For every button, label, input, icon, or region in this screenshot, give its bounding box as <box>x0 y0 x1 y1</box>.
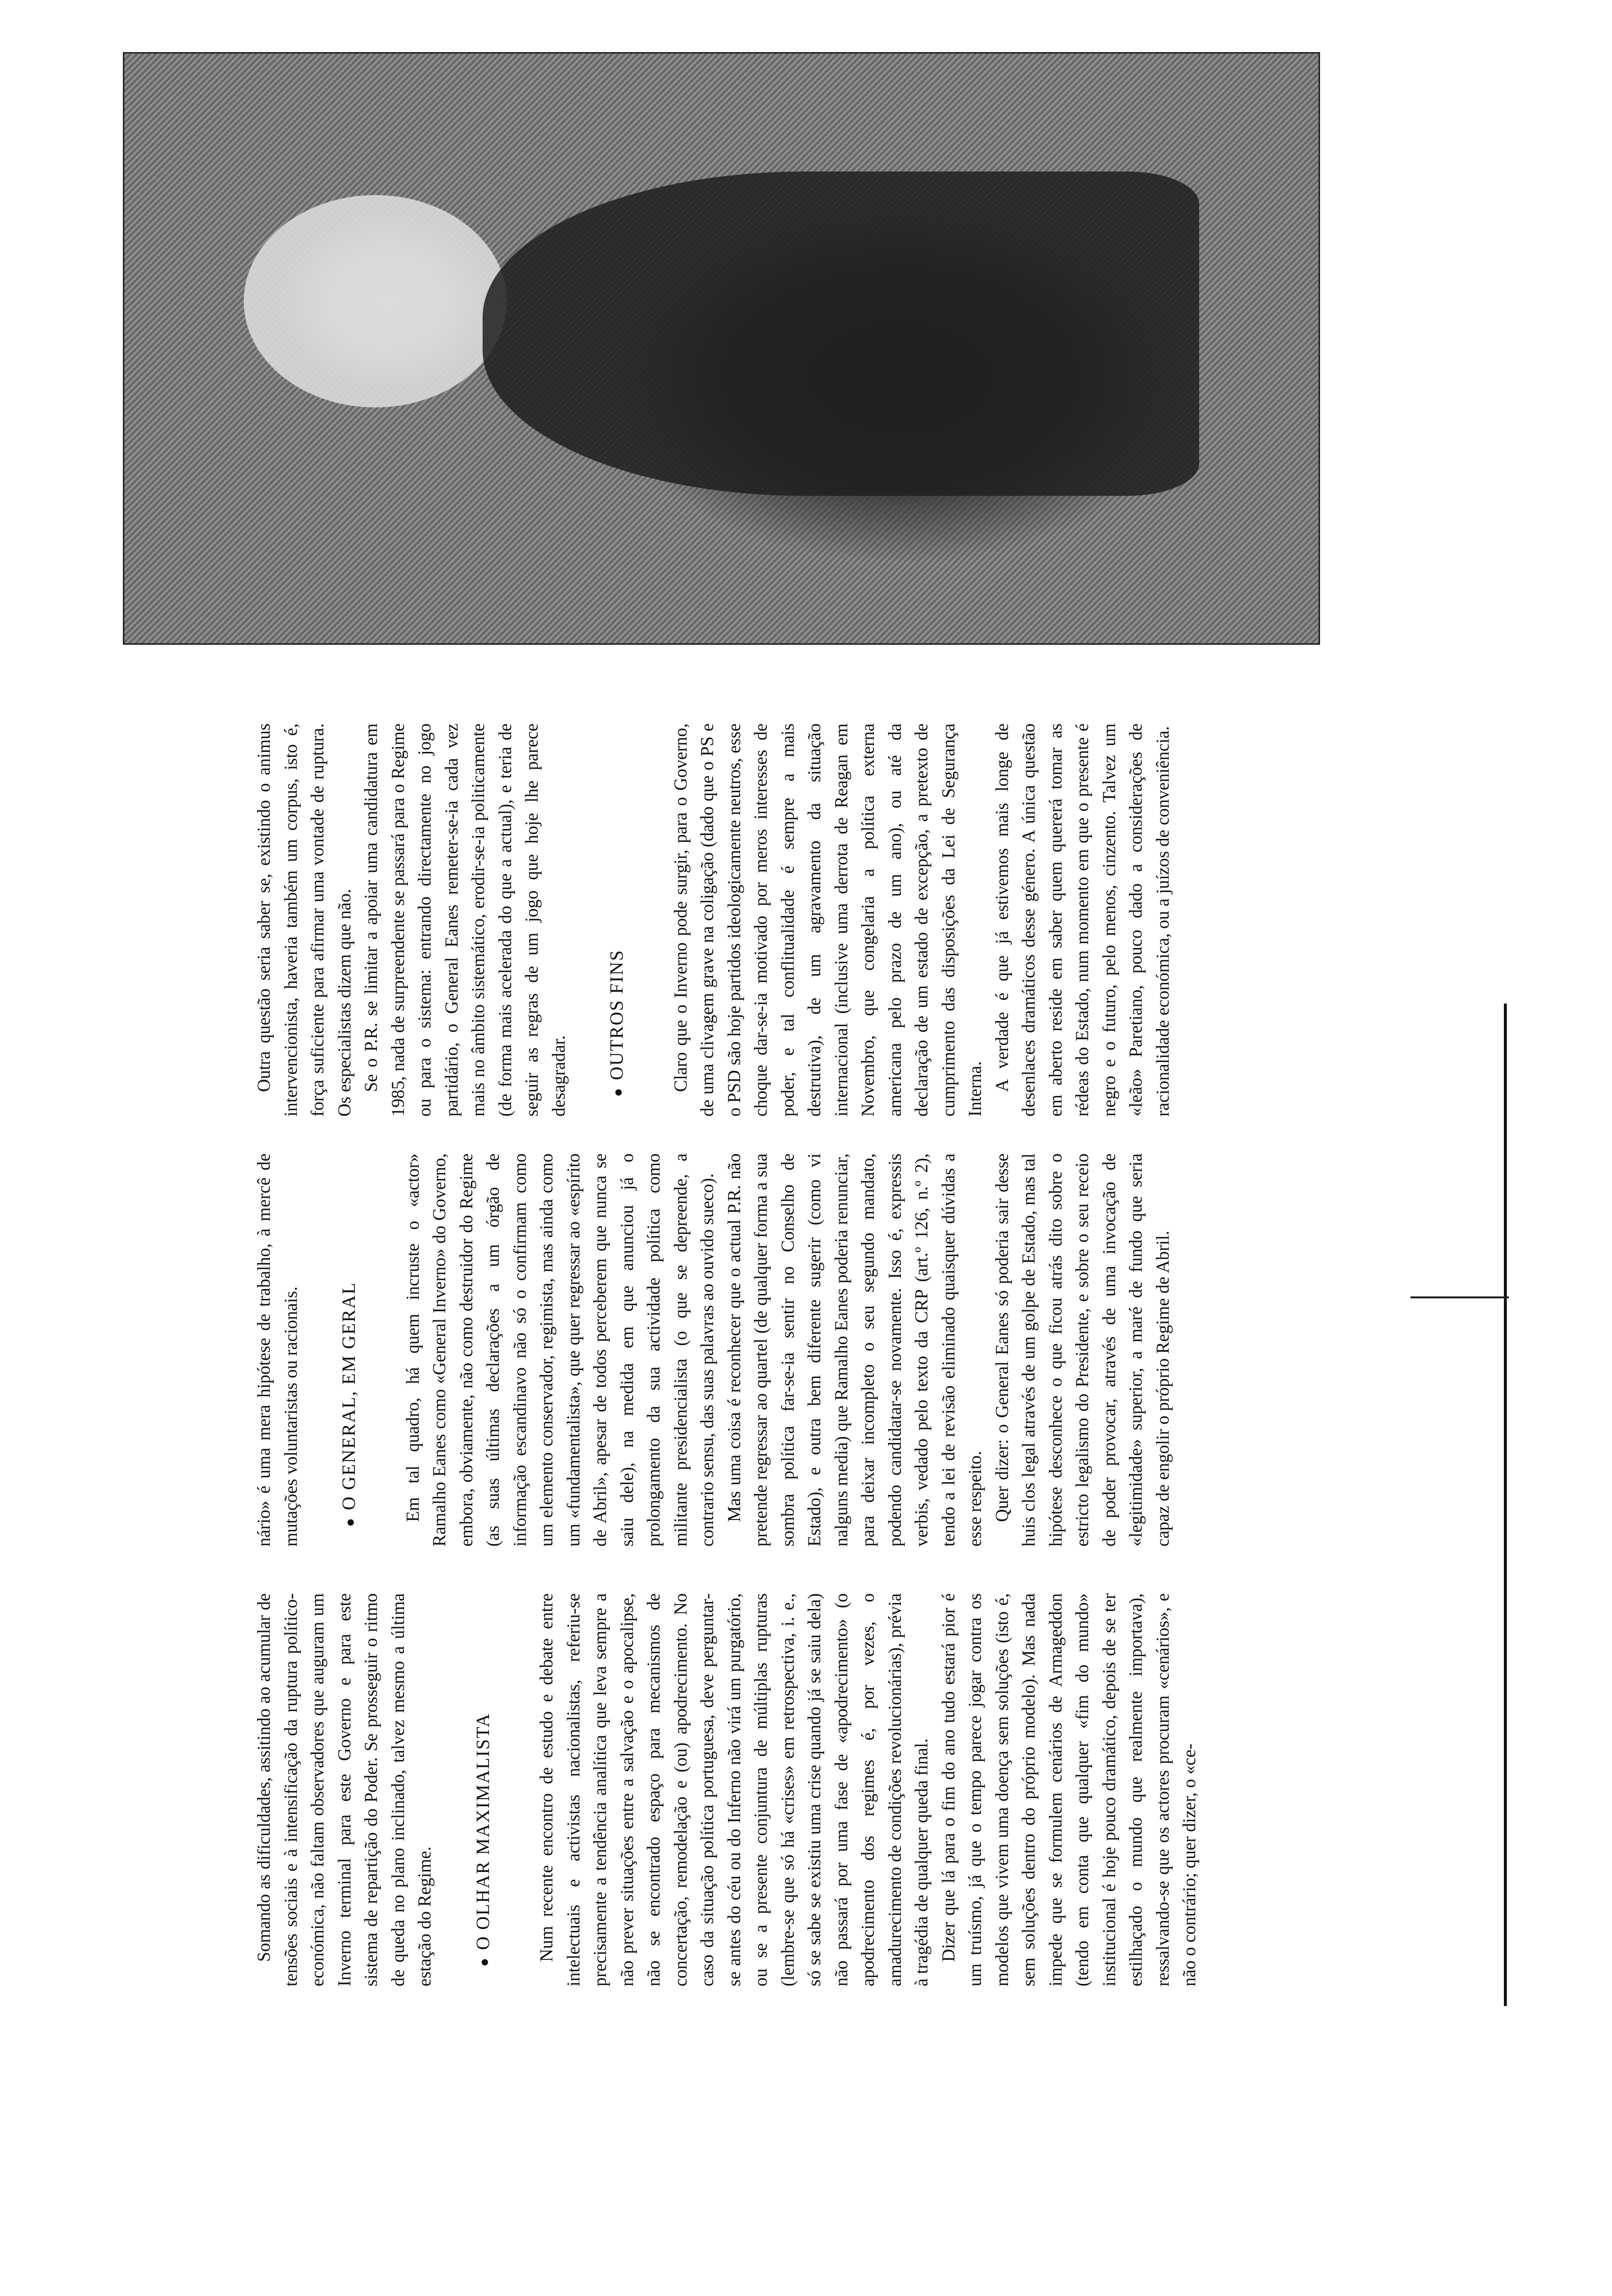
paragraph: Dizer que lá para o fim do ano tudo estará pior é um truísmo, já que o tempo parece jogar contra os modelos que vivem uma doença sem soluções (isto é, sem soluções dentro do próprio modelo). Mas nada impede que se formulem cenários de Armageddon (tendo em conta que qualquer «fim do mundo» institucional é hoje pouco dramático, depois de se ter estilhaçado o mundo que realmente importava), ressalvando-se que os actores procuram «cenários», e não o contrário; quer dizer, o «ce- <box>938 1593 1199 1986</box>
bullet-icon: ● <box>476 1956 492 1967</box>
article-column-1 <box>251 1593 1203 1986</box>
paragraph: Quer dizer: o General Eanes só poderia sair desse huis clos legal através de um golpe de Estado, mas tal hipótese desconhece o que ficou atrás dito sobre o estricto legalismo do Presidente, e sobre o seu receio de poder provocar, através de uma invocação de «legitimidade» superior, a maré de fundo que seria capaz de engolir o próprio Regime de Abril. <box>991 1153 1173 1547</box>
section-heading <box>470 1593 498 1986</box>
section-heading-text: O GENERAL, EM GERAL <box>339 1282 359 1510</box>
article-column-3 <box>251 723 1176 1117</box>
photo-spacer <box>1322 55 1337 645</box>
photo-figure-shape <box>483 172 1199 496</box>
paragraph: Num recente encontro de estudo e debate entre intelectuais e activistas nacionalistas, referiu-se precisamente a tendência analítica que leva sempre a não prever situações entre a salvação e o apocalipse, não se encontrado espaço para mecanismos de concertação, remodelação e (ou) apodrecimento. No caso da situação política portuguesa, deve perguntar-se antes do céu ou do Inferno não virá um purgatório, ou se a presente conjuntura de múltiplas rupturas (lembre-se que só há «crises» em retrospectiva, i. e., só se sabe se existiu uma crise quando já se saiu dela) não passará por uma fase de «apodrecimento» (o apodrecimento dos regimes é, por vezes, o amadurecimento de condições revolucionárias), prévia à tragédia de qualquer queda final. <box>536 1593 931 1986</box>
article-column-2 <box>251 1153 1176 1547</box>
photograph-portrait-icon <box>123 52 1320 645</box>
section-heading <box>336 1153 364 1547</box>
bullet-icon: ● <box>610 1087 626 1097</box>
column-divider <box>1410 1296 1509 1298</box>
paragraph: A verdade é que já estivemos mais longe de desenlaces dramáticos desse género. A única questão em aberto reside em saber quem quererá tomar as rédeas do Estado, num momento em que o presente é negro e o futuro, pelo menos, cinzento. Talvez um «leão» Paretiano, pouco dado a considerações de racionalidade económica, ou a juízos de conveniência. <box>991 723 1173 1117</box>
bullet-icon: ● <box>342 1517 358 1527</box>
paragraph: Se o P.R. se limitar a apoiar uma candidatura em 1985, nada de surpreendente se passará para o Regime ou para o sistema: entrando directamente no jogo partidário, o General Eanes remeter-se-ia cada vez mais no âmbito sistemático, erodir-se-ia politicamente (de forma mais acelerada do que a actual), e teria de seguir as regras de um jogo que hoje lhe parece desagradar. <box>361 723 569 1117</box>
paragraph: Mas uma coisa é reconhecer que o actual P.R. não pretende regressar ao quartel (de qualquer forma a sua sombra política far-se-ia sentir no Conselho de Estado), e outra bem diferente sugerir (como vi nalguns media) que Ramalho Eanes poderia renunciar, para deixar incompleto o seu segundo mandato, podendo candidatar-se novamente. Isso é, expressis verbis, vedado pelo texto da CRP (art.º 126, n.º 2), tendo a lei de revisão eliminado quaisquer dúvidas a esse respeito. <box>723 1153 985 1547</box>
section-heading-text: OUTROS FINS <box>606 949 627 1080</box>
paragraph: Outra questão seria saber se, existindo o animus intervencionista, haveria também um corpus, isto é, força suficiente para afirmar uma vontade de ruptura. Os especialistas dizem que não. <box>254 723 354 1117</box>
paragraph: Em tal quadro, há quem incruste o «actor» Ramalho Eanes como «General Inverno» do Governo, embora, obviamente, não como destruidor do Regime (as suas últimas declarações a um órgão de informação escandinavo não só o confirmam como um elemento conservador, regimista, mas ainda como um «fundamentalista», que quer regressar ao «espírito de Abril», apesar de todos perceberem que nunca se saiu dele), na medida em que anunciou já o prolongamento da sua actividade política como militante presidencialista (o que se depreende, a contrario sensu, das suas palavras ao ouvido sueco). <box>402 1153 717 1547</box>
paragraph: nário» é uma mera hipótese de trabalho, à mercê de mutações voluntaristas ou racionais. <box>254 1153 301 1547</box>
section-heading-text: O OLHAR MAXIMALISTA <box>472 1713 493 1950</box>
paragraph: Claro que o Inverno pode surgir, para o Governo, de uma clivagem grave na coligação (dado que o PS e o PSD são hoje partidos ideologicamente neutros, esse choque dar-se-ia motivado por meros interesses de poder, e tal conflitualidade é sempre a mais destrutiva), de um agravamento da situação internacional (inclusive uma derrota de Reagan em Novembro, que congelaria a política externa americana pelo prazo de um ano), ou até da declaração de um estado de excepção, a pretexto de cumprimento das disposições da Lei de Segurança Interna. <box>670 723 985 1117</box>
section-heading <box>604 723 632 1117</box>
paragraph: Somando as dificuldades, assitindo ao acumular de tensões sociais e à intensificação da ruptura político-económica, não faltam observadores que auguram um Inverno terminal para este Governo e para este sistema de repartição do Poder. Se prosseguir o ritmo de queda no plano inclinado, talvez mesmo a última estação do Regime. <box>254 1593 434 1986</box>
page-bottom-rule <box>1504 1004 1507 2006</box>
photo-head-shape <box>244 195 507 407</box>
